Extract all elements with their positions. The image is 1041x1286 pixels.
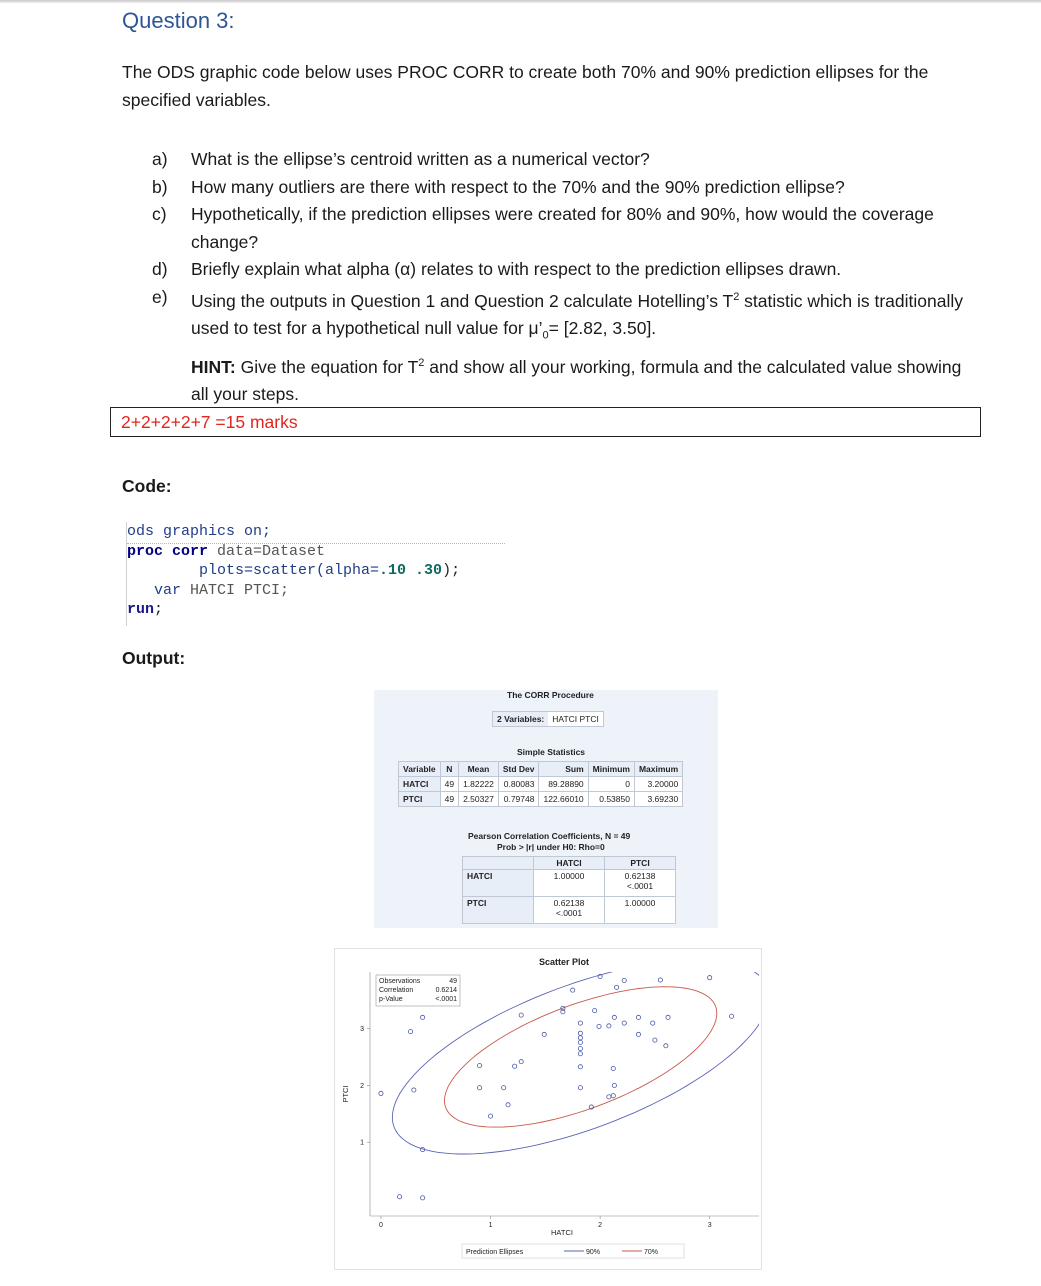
item-text: How many outliers are there with respect to the 70% and the 90% prediction ellipse? (191, 176, 845, 197)
question-item-d (152, 256, 972, 284)
item-label: c) (152, 204, 167, 224)
inset-correlation-value: 0.6214 (435, 987, 457, 994)
code-line-2: proc corr data=Dataset (127, 542, 326, 560)
legend-title: Prediction Ellipses (466, 1249, 524, 1256)
question-item-c (152, 201, 972, 256)
inset-pvalue-value: <.0001 (435, 996, 457, 1003)
x-tick-label: 0 (379, 1222, 383, 1229)
simple-stats-table (398, 761, 683, 807)
item-text: What is the ellipse’s centroid written as a numerical vector? (191, 149, 650, 169)
legend (462, 1244, 684, 1258)
marks-box: 2+2+2+2+7 =15 marks (110, 407, 981, 437)
pearson-subtitle: Prob > |r| under H0: Rho=0 (497, 842, 605, 852)
question-intro: The ODS graphic code below uses PROC CORR to create both 70% and 90% prediction ellipses for the specified variables. (122, 62, 929, 110)
x-tick-label: 3 (707, 1222, 712, 1229)
question-title: Question 3: (122, 8, 235, 33)
table-row: HATCI 1.00000 0.62138 <.0001 (463, 870, 676, 897)
simple-stats-title: Simple Statistics (517, 747, 586, 757)
question-item-a (152, 146, 972, 174)
pearson-title: Pearson Correlation Coefficients, N = 49 (468, 831, 631, 841)
table-row: PTCI 49 2.50327 0.79748 122.66010 0.53850 3.69230 (399, 792, 683, 807)
y-tick-label: 3 (360, 1026, 364, 1034)
question-item-e (152, 284, 972, 350)
legend-70: 70% (644, 1249, 659, 1256)
inset-correlation-label: Correlation (379, 987, 414, 994)
question-item-b (152, 174, 972, 202)
table-header-row: HATCI PTCI (463, 857, 676, 870)
inset-box (376, 975, 460, 1006)
item-text: Briefly explain what alpha (α) relates to with respect to the prediction ellipses drawn. (191, 259, 842, 279)
scatter-plot (334, 948, 762, 1270)
table-row: HATCI 49 1.82222 0.80083 89.28890 0 3.20000 (399, 777, 683, 792)
code-block (126, 522, 505, 626)
x-tick-label: 2 (598, 1222, 603, 1229)
x-tick-label: 1 (488, 1222, 493, 1229)
item-label: a) (152, 149, 168, 169)
y-axis-label: PTCI (341, 1085, 350, 1103)
inset-pvalue-label: p-Value (379, 996, 403, 1003)
legend-90: 90% (586, 1249, 601, 1256)
y-tick-label: 2 (360, 1082, 364, 1090)
table-row: PTCI 0.62138 <.0001 1.00000 (463, 897, 676, 924)
inset-observations-label: Observations (379, 978, 421, 985)
item-label: b) (152, 176, 168, 197)
hint-label: HINT: (191, 356, 236, 377)
code-line-3: plots=scatter(alpha=.10 .30); (127, 562, 461, 580)
pearson-table (462, 856, 676, 924)
proc-title: The CORR Procedure (507, 690, 594, 700)
item-text: Hypothetically, if the prediction ellipses were created for 80% and 90%, how would the coverage change? (191, 204, 934, 252)
y-tick-label: 1 (360, 1139, 364, 1147)
inset-observations-value: 49 (449, 978, 457, 985)
code-heading: Code: (122, 476, 172, 496)
top-divider (0, 0, 1041, 3)
code-line-1: ods graphics on; (127, 523, 272, 540)
plot-title: Scatter Plot (538, 957, 590, 967)
x-axis-label: HATCI (551, 1228, 573, 1237)
question-list (152, 146, 972, 409)
code-line-5: run; (127, 601, 164, 619)
item-text: Using the outputs in Question 1 and Question 2 calculate Hotelling’s $T^2$ statistic which is traditionally used to test for a hypothetical null value for $\mu’_0= [2.82$, 3.50]. (191, 290, 964, 342)
code-line-4: var HATCI PTCI; (127, 581, 290, 599)
item-label: e) (152, 286, 168, 307)
output-heading: Output: (122, 648, 186, 668)
variables-box: 2 Variables: HATCI PTCI (492, 711, 604, 727)
question-hint: HINT: Give the equation for $T^2$ and show all your working, formula and the calculated value showing all your steps. (191, 356, 962, 405)
table-header-row: Variable N Mean Std Dev Sum Minimum Maximum (399, 762, 683, 777)
item-label: d) (152, 259, 168, 279)
